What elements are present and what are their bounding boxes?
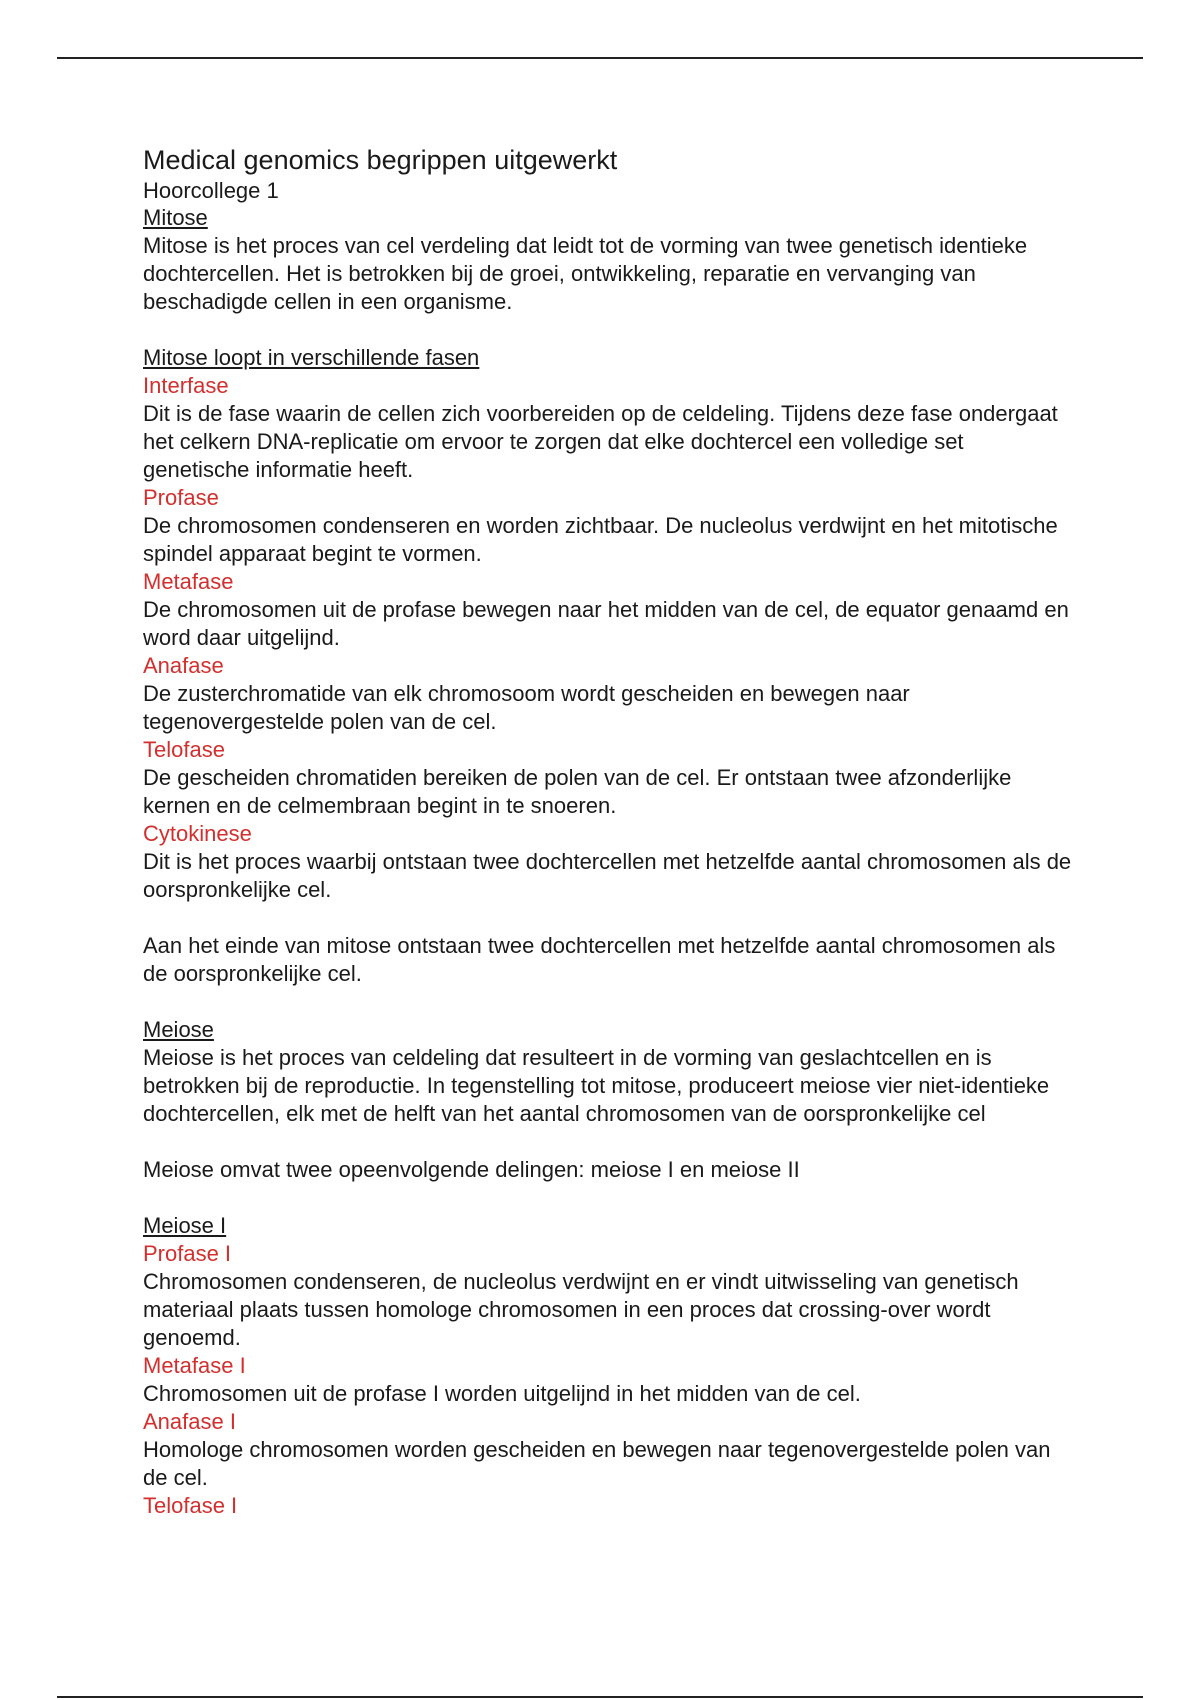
spacer (143, 1128, 1073, 1156)
phase-text-metafase: De chromosomen uit de profase bewegen naar het midden van de cel, de equator genaamd en word daar uitgelijnd. (143, 597, 1069, 650)
document-title: Medical genomics begrippen uitgewerkt (143, 145, 618, 175)
paragraph-meiose: Meiose is het proces van celdeling dat resulteert in de vorming van geslachtcellen en is betrokken bij de reproductie. In tegenstelling tot mitose, produceert meiose vier niet-identieke dochtercellen, elk met de helft van het aantal chromosomen van de oorspronkelijke cel (143, 1045, 1050, 1126)
paragraph-mitose-conclusion: Aan het einde van mitose ontstaan twee dochtercellen met hetzelfde aantal chromosomen als de oorspronkelijke cel. (143, 933, 1056, 986)
phase-text-anafase: De zusterchromatide van elk chromosoom wordt gescheiden en bewegen naar tegenovergestelde polen van de cel. (143, 681, 910, 734)
phase-title-metafase-1: Metafase I (143, 1353, 246, 1378)
spacer (143, 904, 1073, 932)
phase-title-cytokinese: Cytokinese (143, 821, 252, 846)
section-heading-meiose-1: Meiose I (143, 1213, 227, 1238)
paragraph-meiose-divisions: Meiose omvat twee opeenvolgende delingen: meiose I en meiose II (143, 1157, 800, 1182)
phase-text-metafase-1: Chromosomen uit de profase I worden uitgelijnd in het midden van de cel. (143, 1381, 861, 1406)
phase-text-cytokinese: Dit is het proces waarbij ontstaan twee dochtercellen met hetzelfde aantal chromosomen als de oorspronkelijke cel. (143, 849, 1072, 902)
spacer (143, 988, 1073, 1016)
phase-title-telofase: Telofase (143, 737, 225, 762)
header-rule (57, 57, 1143, 59)
phase-title-profase: Profase (143, 485, 219, 510)
footer-rule (57, 1696, 1143, 1698)
section-heading-mitose: Mitose (143, 205, 208, 230)
lecture-label: Hoorcollege 1 (143, 178, 279, 203)
document-body (143, 143, 1073, 1520)
section-heading-mitose-fasen: Mitose loopt in verschillende fasen (143, 345, 480, 370)
phase-title-anafase-1: Anafase I (143, 1409, 236, 1434)
spacer (143, 1184, 1073, 1212)
phase-title-interfase: Interfase (143, 373, 229, 398)
phase-text-anafase-1: Homologe chromosomen worden gescheiden en bewegen naar tegenovergestelde polen van de cel. (143, 1437, 1051, 1490)
phase-title-anafase: Anafase (143, 653, 224, 678)
phase-title-profase-1: Profase I (143, 1241, 232, 1266)
paragraph-mitose: Mitose is het proces van cel verdeling dat leidt tot de vorming van twee genetisch identieke dochtercellen. Het is betrokken bij de groei, ontwikkeling, reparatie en vervanging van beschadigde cellen in een organisme. (143, 233, 1028, 314)
phase-text-profase-1: Chromosomen condenseren, de nucleolus verdwijnt en er vindt uitwisseling van genetisch materiaal plaats tussen homologe chromosomen in een proces dat crossing-over wordt genoemd. (143, 1269, 1019, 1350)
phase-text-profase: De chromosomen condenseren en worden zichtbaar. De nucleolus verdwijnt en het mitotische spindel apparaat begint te vormen. (143, 513, 1058, 566)
phase-text-interfase: Dit is de fase waarin de cellen zich voorbereiden op de celdeling. Tijdens deze fase ondergaat het celkern DNA-replicatie om ervoor te zorgen dat elke dochtercel een volledige set genetische informatie heeft. (143, 401, 1058, 482)
spacer (143, 316, 1073, 344)
phase-text-telofase: De gescheiden chromatiden bereiken de polen van de cel. Er ontstaan twee afzonderlijke kernen en de celmembraan begint in te snoeren. (143, 765, 1012, 818)
section-heading-meiose: Meiose (143, 1017, 214, 1042)
phase-title-telofase-1: Telofase I (143, 1493, 238, 1518)
phase-title-metafase: Metafase (143, 569, 234, 594)
